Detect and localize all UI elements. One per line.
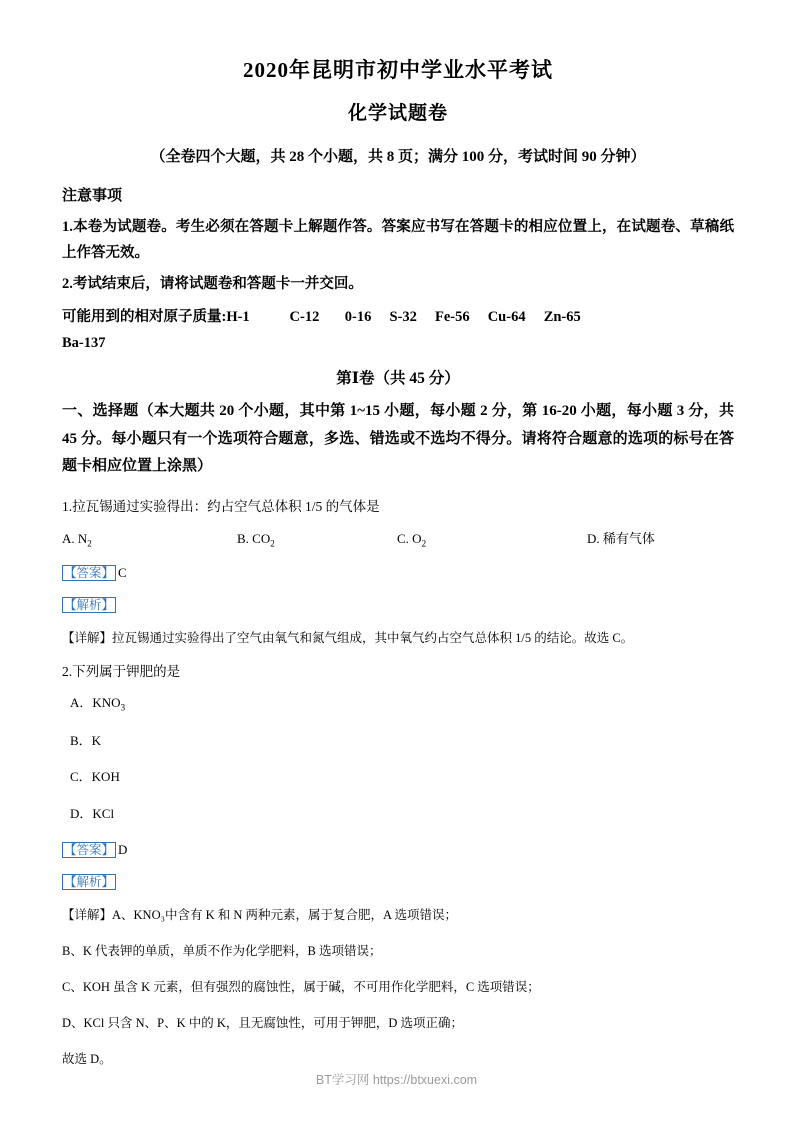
option-c-label: C. O — [397, 531, 422, 547]
question-2-option-d[interactable] — [70, 803, 734, 825]
option-a-sub: 3 — [120, 702, 126, 713]
question-2-detail-2: B、K 代表钾的单质，单质不作为化学肥料，B 选项错误； — [62, 943, 382, 958]
question-2-detail-4: D、KCl 只含 N、P、K 中的 K，且无腐蚀性，可用于钾肥，D 选项正确； — [62, 1016, 464, 1031]
question-1-analysis — [62, 594, 734, 616]
page-subtitle: 化学试题卷 — [347, 103, 448, 125]
page-title: 2020年昆明市初中学业水平考试 — [243, 58, 553, 82]
option-b-label: B. CO — [237, 531, 271, 547]
question-1-answer — [62, 562, 734, 584]
notice-item-2: 2.考试结束后，请将试题卷和答题卡一并交回。 — [62, 276, 363, 293]
question-2-option-a[interactable] — [70, 692, 734, 716]
question-1-option-b[interactable] — [237, 527, 397, 552]
option-c-prefix: C． — [70, 769, 92, 785]
answer-tag: 【答案】 — [64, 843, 115, 858]
relative-mass-label: 可能用到的相对原子质量: — [62, 308, 227, 325]
question-1-option-a[interactable] — [62, 527, 237, 552]
footer-watermark: BT学习网 https://btxuexi.com — [315, 1073, 478, 1087]
question-1-stem: 1.拉瓦锡通过实验得出：约占空气总体积 1/5 的气体是 — [62, 499, 380, 515]
question-2-options — [62, 692, 734, 825]
option-b-text: K — [91, 733, 102, 749]
paper-section-heading: 第Ⅰ卷（共 45 分） — [336, 369, 460, 387]
notice-item-1: 1.本卷为试题卷。考生必须在答题卡上解题作答。答案应书写在答题卡的相应位置上，在试题卷、草稿纸上作答无效。 — [62, 219, 734, 261]
exam-info: （全卷四个大题，共 28 个小题，共 8 页；满分 100 分，考试时间 90 分钟） — [150, 148, 646, 165]
question-1-options — [62, 527, 734, 552]
document-content — [62, 56, 734, 1084]
question-2-stem: 2.下列属于钾肥的是 — [62, 663, 181, 679]
option-c-sub: 2 — [421, 538, 427, 549]
answer-tag: 【答案】 — [64, 566, 115, 581]
answer-value: C — [118, 565, 127, 581]
question-2-analysis — [62, 871, 734, 893]
option-d-prefix: D． — [70, 805, 93, 821]
relative-mass-values: H-1 C-12 0-16 S-32 Fe-56 Cu-64 Zn-65 — [226, 308, 581, 325]
section-one-instructions: 一、选择题（本大题共 20 个小题，其中第 1~15 小题，每小题 2 分，第 16-20 小题，每小题 3 分，共 45 分。每小题只有一个选项符合题意，多选、错选或不选均不得分。请将符合题意的选项的标号在答题卡相应位置上涂黑） — [62, 402, 734, 475]
analysis-tag: 【解析】 — [64, 598, 115, 613]
option-a-prefix: A． — [70, 695, 93, 711]
option-d-label: D. 稀有气体 — [587, 531, 655, 547]
question-2-detail-1: 【详解】A、KNO₃中含有 K 和 N 两种元素，属于复合肥，A 选项错误； — [62, 907, 457, 922]
option-b-prefix: B． — [70, 733, 92, 749]
question-2-detail-5: 故选 D。 — [62, 1052, 112, 1067]
option-a-text: KNO — [92, 695, 121, 711]
relative-mass-values-line2: Ba-137 — [62, 334, 106, 351]
answer-value: D — [118, 842, 128, 858]
option-c-text: KOH — [91, 769, 120, 785]
question-1-option-d[interactable] — [587, 527, 727, 552]
option-a-sub: 2 — [87, 538, 92, 549]
question-2-answer — [62, 839, 734, 861]
notice-heading: 注意事项 — [62, 188, 123, 205]
relative-atomic-mass — [62, 304, 734, 330]
question-1-detail: 【详解】拉瓦锡通过实验得出了空气由氧气和氮气组成，其中氧气约占空气总体积 1/5 的结论。故选 C。 — [62, 630, 634, 645]
question-2-option-b[interactable] — [70, 730, 734, 752]
question-1-option-c[interactable] — [397, 527, 587, 552]
option-d-text: KCl — [92, 805, 115, 821]
option-b-sub: 2 — [270, 538, 275, 549]
option-a-label: A. N — [62, 531, 88, 547]
question-2-option-c[interactable] — [70, 766, 734, 788]
question-2-detail-3: C、KOH 虽含 K 元素，但有强烈的腐蚀性，属于碱，不可用作化学肥料，C 选项错误； — [62, 979, 540, 994]
analysis-tag: 【解析】 — [64, 875, 115, 890]
